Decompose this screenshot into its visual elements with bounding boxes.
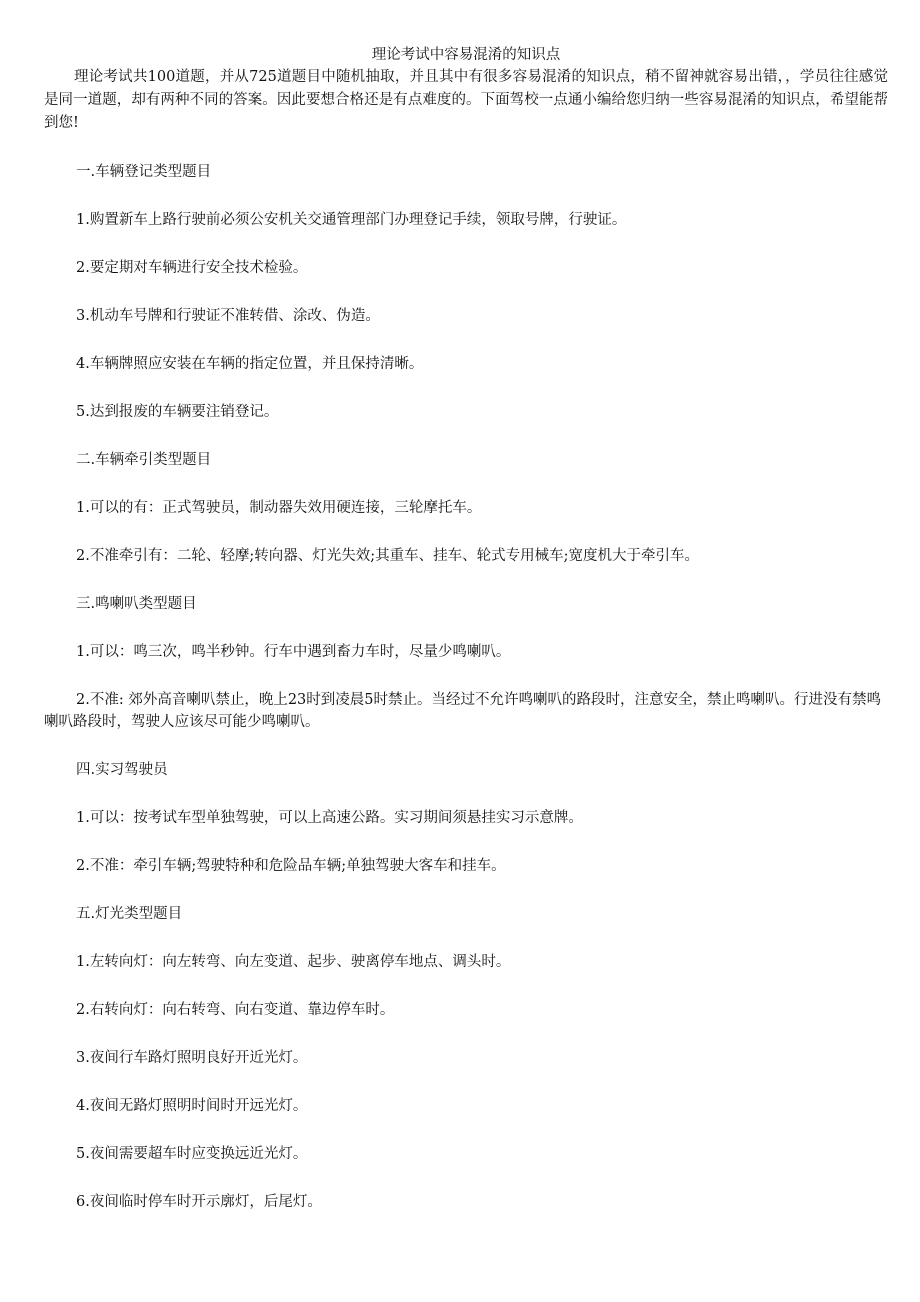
section-heading-registration: 一.车辆登记类型题目: [76, 164, 212, 180]
list-item: 1.可以的有：正式驾驶员，制动器失效用硬连接，三轮摩托车。: [76, 500, 482, 516]
list-item: 2.右转向灯：向右转弯、向右变道、靠边停车时。: [76, 1002, 395, 1018]
list-item: 2.不准: 郊外高音喇叭禁止，晚上23时到凌晨5时禁止。当经过不允许鸣喇叭的路段时，注意安全，禁止鸣喇叭。行进没有禁鸣喇叭路段时，驾驶人应该尽可能少鸣喇叭。: [44, 692, 882, 730]
section-heading-trainee: 四.实习驾驶员: [76, 762, 168, 778]
list-item: 2.要定期对车辆进行安全技术检验。: [76, 260, 308, 276]
section-heading-towing: 二.车辆牵引类型题目: [76, 452, 212, 468]
list-item: 3.机动车号牌和行驶证不准转借、涂改、伪造。: [76, 308, 380, 324]
list-item: 5.达到报废的车辆要注销登记。: [76, 404, 279, 420]
list-item: 1.可以：鸣三次，鸣半秒钟。行车中遇到畜力车时，尽量少鸣喇叭。: [76, 644, 511, 660]
list-item: 5.夜间需要超车时应变换远近光灯。: [76, 1146, 308, 1162]
document-title: 理论考试中容易混淆的知识点: [371, 47, 561, 63]
intro-paragraph: 理论考试共100道题，并从725道题目中随机抽取，并且其中有很多容易混淆的知识点，稍不留神就容易出错，，学员往往感觉是同一道题，却有两种不同的答案。因此要想合格还是有点难度的。下面驾校一点通小编给您归纳一些容易混淆的知识点，希望能帮到您!: [44, 69, 888, 131]
list-item: 1.可以：按考试车型单独驾驶，可以上高速公路。实习期间须悬挂实习示意牌。: [76, 810, 583, 826]
list-item: 3.夜间行车路灯照明良好开近光灯。: [76, 1050, 308, 1066]
document-page: [44, 44, 888, 1213]
section-heading-horn: 三.鸣喇叭类型题目: [76, 596, 197, 612]
list-item: 4.夜间无路灯照明时间时开远光灯。: [76, 1098, 308, 1114]
list-item: 1.左转向灯：向左转弯、向左变道、起步、驶离停车地点、调头时。: [76, 954, 511, 970]
section-heading-lights: 五.灯光类型题目: [76, 906, 183, 922]
list-item: 6.夜间临时停车时开示廓灯，后尾灯。: [76, 1194, 322, 1210]
list-item: 2.不准：牵引车辆;驾驶特种和危险品车辆;单独驾驶大客车和挂车。: [76, 858, 506, 874]
list-item: 4.车辆牌照应安装在车辆的指定位置，并且保持清晰。: [76, 356, 424, 372]
list-item: 2.不准牵引有：二轮、轻摩;转向器、灯光失效;其重车、挂车、轮式专用械车;宽度机大于牵引车。: [76, 548, 699, 564]
list-item: 1.购置新车上路行驶前必须公安机关交通管理部门办理登记手续，领取号牌，行驶证。: [76, 212, 627, 228]
